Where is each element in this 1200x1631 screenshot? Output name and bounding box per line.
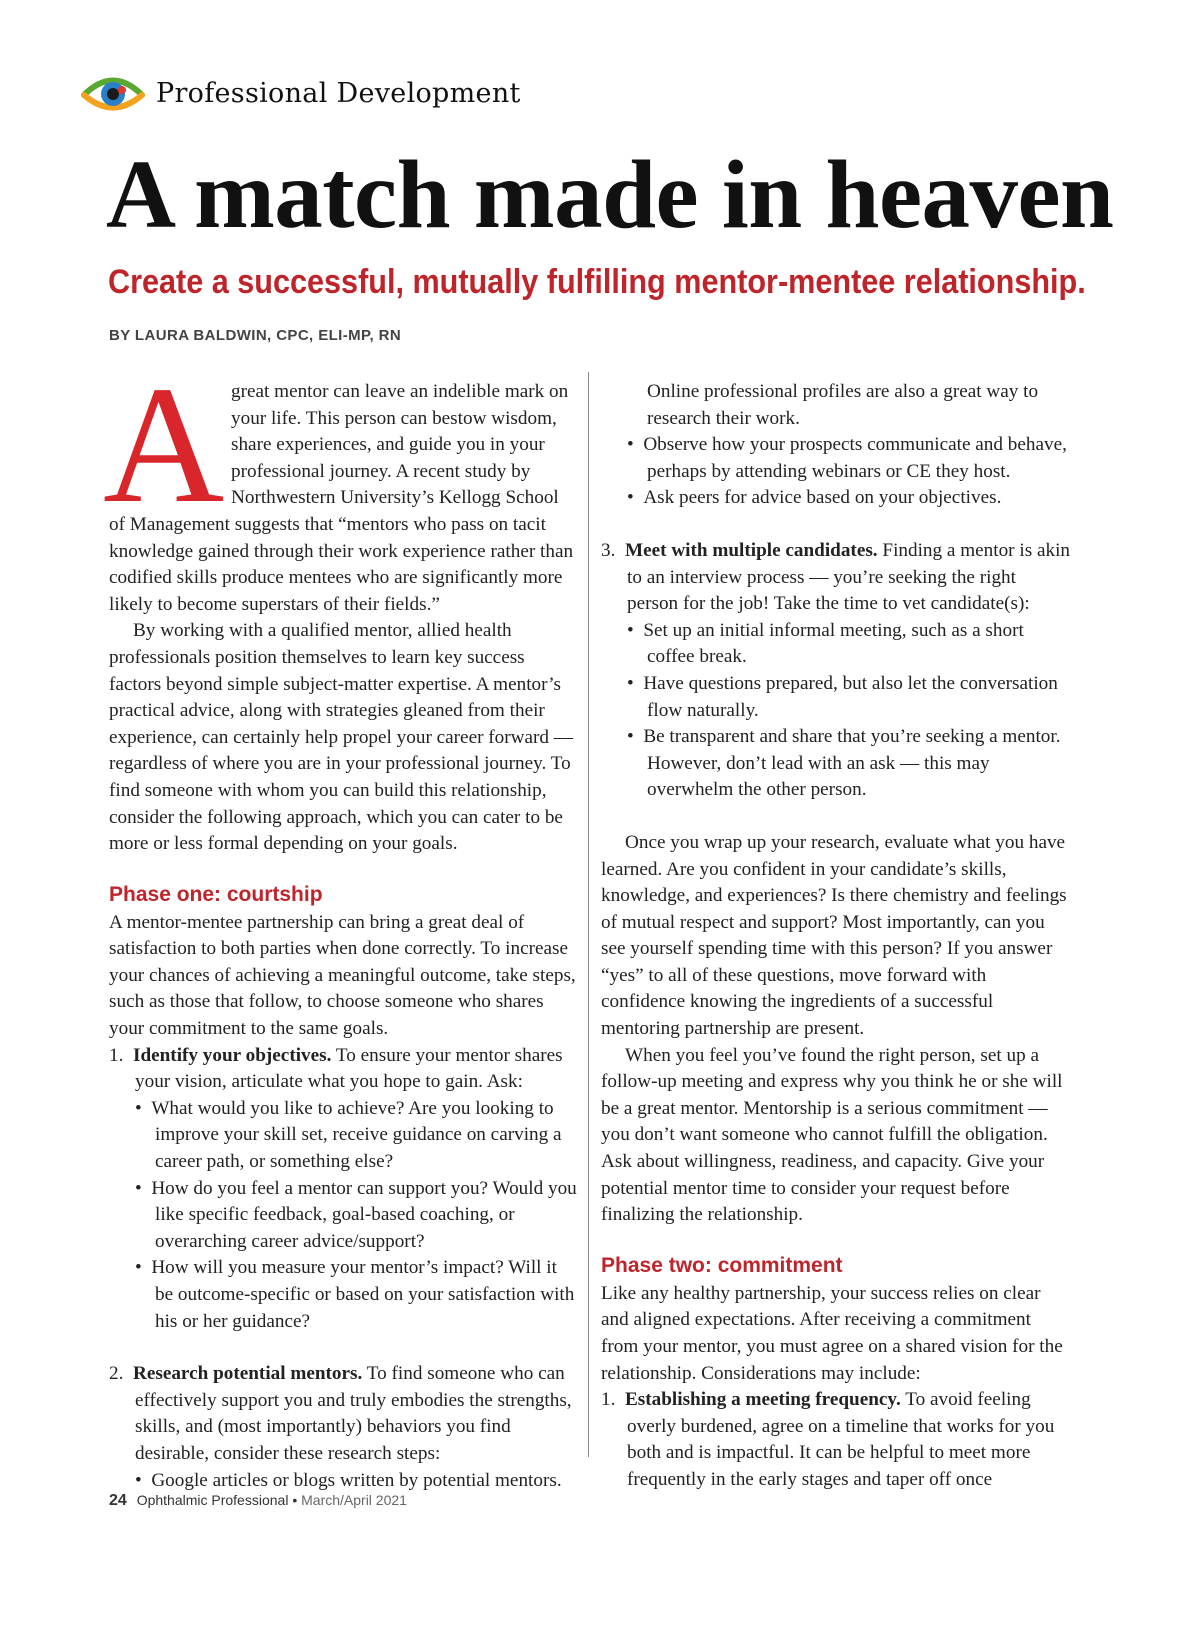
- article-subtitle: Create a successful, mutually fulfilling mentor-mentee relationship.: [108, 263, 1086, 301]
- page-footer: [109, 1492, 407, 1510]
- paragraph-partnership: A mentor-mentee partnership can bring a great deal of satisfaction to both parties when done correctly. To increase your chances of achieving a meaningful outcome, take steps, such as those that follow, to choose someone who shares your commitment to the same goals.: [109, 911, 576, 1040]
- column-divider: [588, 372, 589, 1457]
- left-column: [103, 352, 577, 1494]
- byline: BY LAURA BALDWIN, CPC, ELI-MP, RN: [109, 327, 402, 344]
- list-item-meeting-frequency: 1. Establishing a meeting frequency. To avoid feeling overly burdened, agree on a timeline that works for you both and is impactful. It can be helpful to meet more frequently in the early stages and taper off once: [601, 1389, 1055, 1490]
- list-bullet: • Google articles or blogs written by potential mentors.: [135, 1469, 562, 1491]
- right-column: [601, 379, 1071, 1494]
- phase-one-heading: Phase one: courtship: [109, 882, 323, 906]
- list-bullet: • How will you measure your mentor’s impact? Will it be outcome-specific or based on your satisfaction with his or her guidance?: [135, 1257, 575, 1332]
- list-item-research-mentors: 2. Research potential mentors. To find someone who can effectively support you and truly embodies the strengths, skills, and (most importantly) behaviors you find desirable, consider these research steps:: [109, 1363, 572, 1464]
- list-item-meet-candidates: 3. Meet with multiple candidates. Finding a mentor is akin to an interview process — you’re seeking the right person for the job! Take the time to vet candidate(s):: [601, 539, 1070, 615]
- list-bullet: • What would you like to achieve? Are you looking to improve your skill set, receive guidance on carving a career path, or something else?: [135, 1097, 562, 1173]
- paragraph-expectations: Like any healthy partnership, your success relies on clear and aligned expectations. After receiving a commitment from your mentor, you must agree on a shared vision for the relationship. Considerations may include:: [601, 1282, 1063, 1384]
- list-bullet: • Be transparent and share that you’re seeking a mentor. However, don’t lead with an ask — this may overwhelm the other person.: [627, 726, 1061, 801]
- paragraph-approach: By working with a qualified mentor, allied health professionals position themselves to learn key success factors beyond simple subject-matter expertise. A mentor’s practical advice, along with strategies gleaned from their experience, can certainly help propel your career forward — regardless of where you are in your professional journey. To find someone with whom you can build this relationship, consider the following approach, which you can cater to be more or less formal depending on your goals.: [109, 620, 573, 855]
- bullet-continuation: Online professional profiles are also a great way to research their work.: [647, 381, 1039, 429]
- list-bullet: • Set up an initial informal meeting, such as a short coffee break.: [627, 619, 1024, 668]
- section-name: Professional Development: [156, 77, 521, 109]
- intro-paragraph: Agreat mentor can leave an indelible mark on your life. This person can bestow wisdom, share experiences, and guide you in your professional journey. A recent study by Northwestern University’s Kellogg School of Management suggests that “mentors who pass on tacit knowledge gained through their work experience rather than codified skills produce mentees who are significantly more likely to become superstars of their fields.”: [103, 352, 574, 615]
- issue-date: March/April 2021: [301, 1492, 407, 1508]
- article-title: A match made in heaven: [106, 141, 1114, 248]
- paragraph-follow-up: When you feel you’ve found the right person, set up a follow-up meeting and express why you think he or she will be a great mentor. Mentorship is a serious commitment — you don’t want someone who cannot fulfill the obligation. Ask about willingness, readiness, and capacity. Give your potential mentor time to consider your request before finalizing the relationship.: [601, 1044, 1063, 1226]
- list-bullet: • Ask peers for advice based on your objectives.: [627, 487, 1002, 509]
- eye-icon: [80, 68, 146, 118]
- page-number: 24: [109, 1492, 127, 1509]
- list-bullet: • Observe how your prospects communicate and behave, perhaps by attending webinars or CE they host.: [627, 434, 1067, 482]
- phase-two-heading: Phase two: commitment: [601, 1253, 843, 1277]
- section-header: [80, 68, 521, 118]
- paragraph-evaluate: Once you wrap up your research, evaluate what you have learned. Are you confident in your candidate’s skills, knowledge, and experiences? Is there chemistry and feelings of mutual respect and support? Most importantly, can you see yourself spending time with this person? If you answer “yes” to all of these questions, move forward with confidence knowing the ingredients of a successful mentoring partnership are present.: [601, 831, 1067, 1040]
- list-bullet: • How do you feel a mentor can support you? Would you like specific feedback, goal-based coaching, or overarching career advice/support?: [135, 1177, 577, 1252]
- list-item-identify-objectives: 1. Identify your objectives. To ensure your mentor shares your vision, articulate what you hope to gain. Ask:: [109, 1044, 563, 1093]
- magazine-name: Ophthalmic Professional: [136, 1492, 289, 1508]
- list-bullet: • Have questions prepared, but also let the conversation flow naturally.: [627, 672, 1058, 721]
- footer-separator: •: [292, 1492, 298, 1508]
- drop-cap: A: [103, 352, 225, 538]
